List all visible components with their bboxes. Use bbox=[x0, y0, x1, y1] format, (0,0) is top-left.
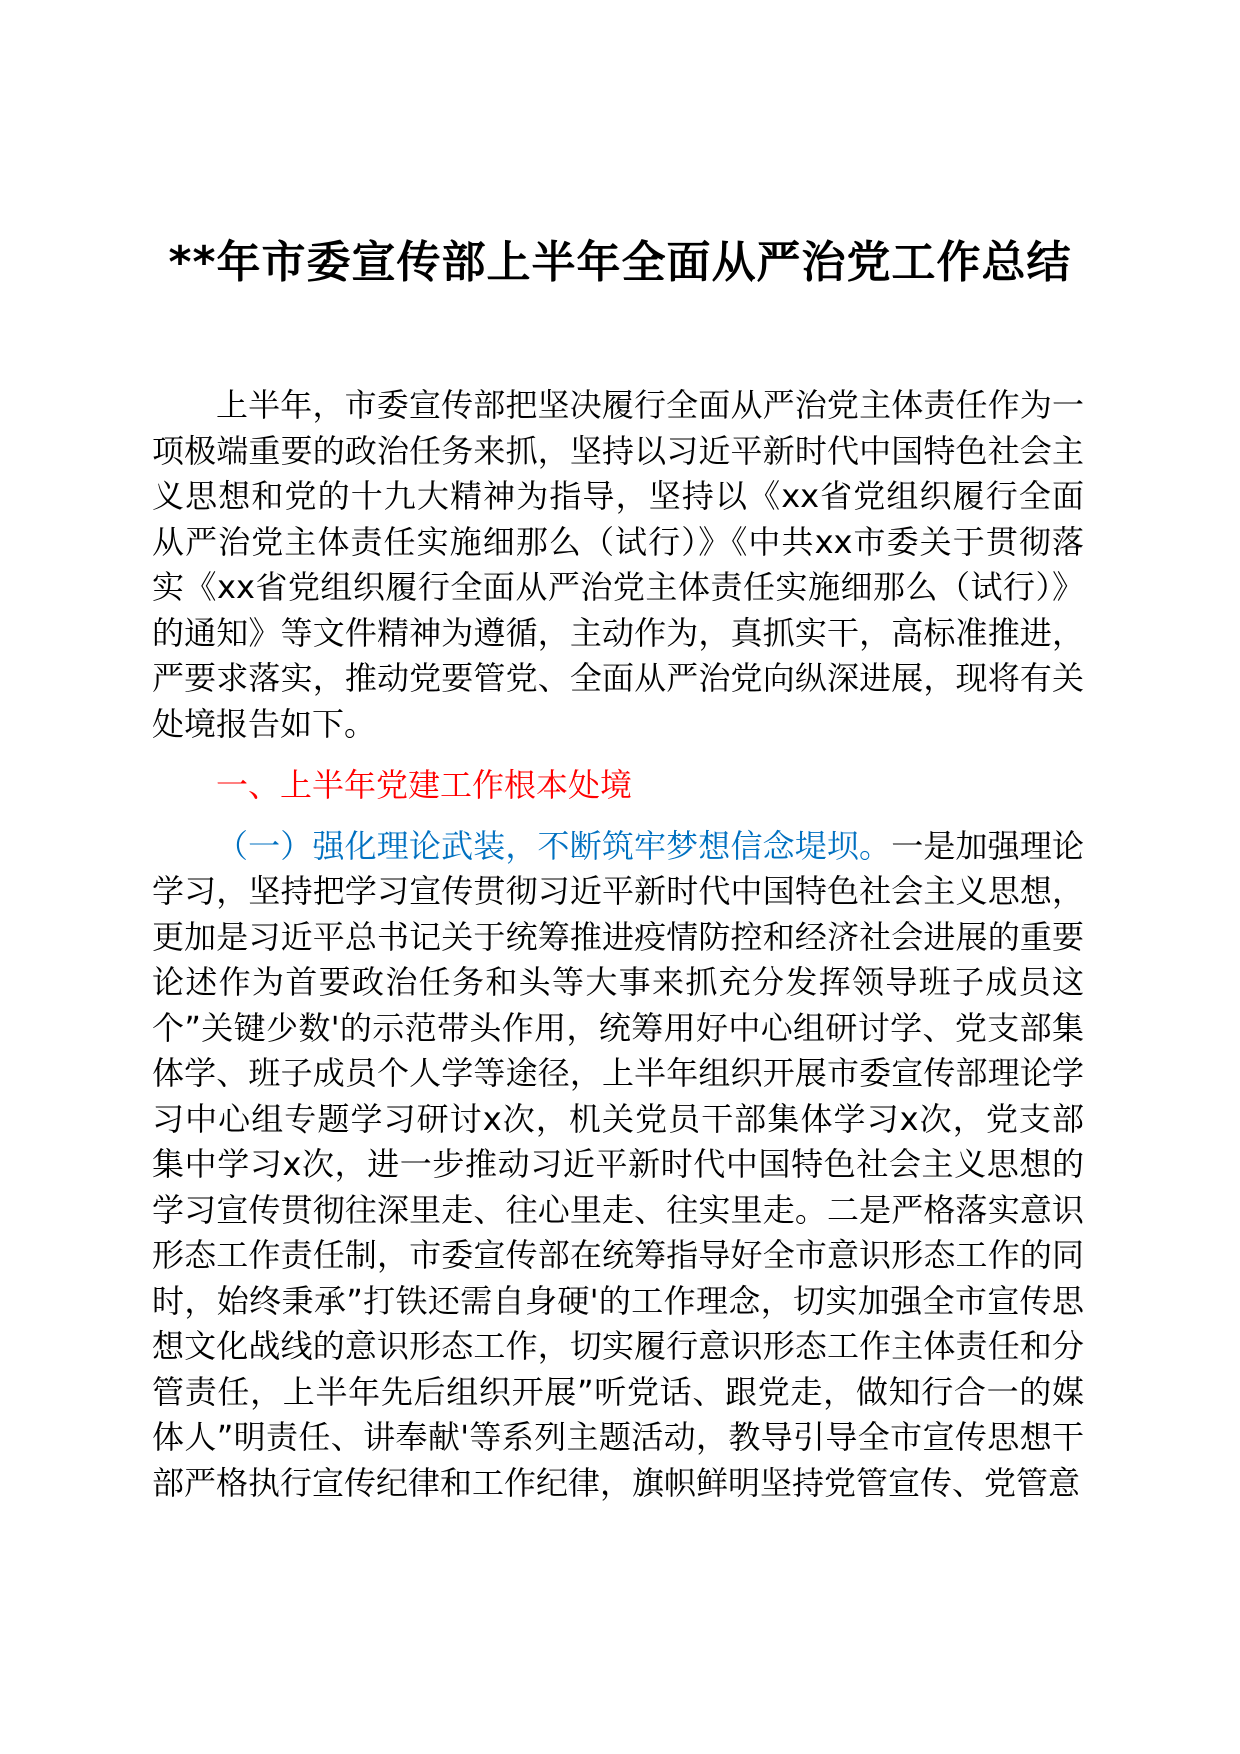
subsection-paragraph bbox=[152, 824, 1084, 1507]
document-body bbox=[152, 383, 1084, 1506]
document-title: **年市委宣传部上半年全面从严治党工作总结 bbox=[168, 237, 1072, 288]
subsection-heading: （一）强化理论武装，不断筑牢梦想信念堤坝。 bbox=[216, 826, 892, 865]
subsection-body: 一是加强理论学习，坚持把学习宣传贯彻习近平新时代中国特色社会主义思想，更加是习近平总书记关于统筹推进疫情防控和经济社会进展的重要论述作为首要政治任务和头等大事来抓充分发挥领导班子成员这个”关键少数'的示范带头作用，统筹用好中心组研讨学、党支部集体学、班子成员个人学等途径，上半年组织开展市委宣传部理论学习中心组专题学习研讨x次，机关党员干部集体学习x次，党支部集中学习x次，进一步推动习近平新时代中国特色社会主义思想的学习宣传贯彻往深里走、往心里走、往实里走。二是严格落实意识形态工作责任制，市委宣传部在统筹指导好全市意识形态工作的同时，始终秉承”打铁还需自身硬'的工作理念，切实加强全市宣传思想文化战线的意识形态工作，切实履行意识形态工作主体责任和分管责任，上半年先后组织开展”听党话、跟党走，做知行合一的媒体人”明责任、讲奉献'等系列主题活动，教导引导全市宣传思想干部严格执行宣传纪律和工作纪律，旗帜鲜明坚持党管宣传、党管意 bbox=[152, 826, 1084, 1502]
intro-paragraph: 上半年，市委宣传部把坚决履行全面从严治党主体责任作为一项极端重要的政治任务来抓，坚持以习近平新时代中国特色社会主义思想和党的十九大精神为指导，坚持以《xx省党组织履行全面从严治党主体责任实施细那么（试行）》《中共xx市委关于贯彻落实《xx省党组织履行全面从严治党主体责任实施细那么（试行）》的通知》等文件精神为遵循，主动作为，真抓实干，高标准推进，严要求落实，推动党要管党、全面从严治党向纵深进展，现将有关处境报告如下。 bbox=[152, 386, 1084, 743]
section-heading: 一、上半年党建工作根本处境 bbox=[216, 766, 633, 804]
